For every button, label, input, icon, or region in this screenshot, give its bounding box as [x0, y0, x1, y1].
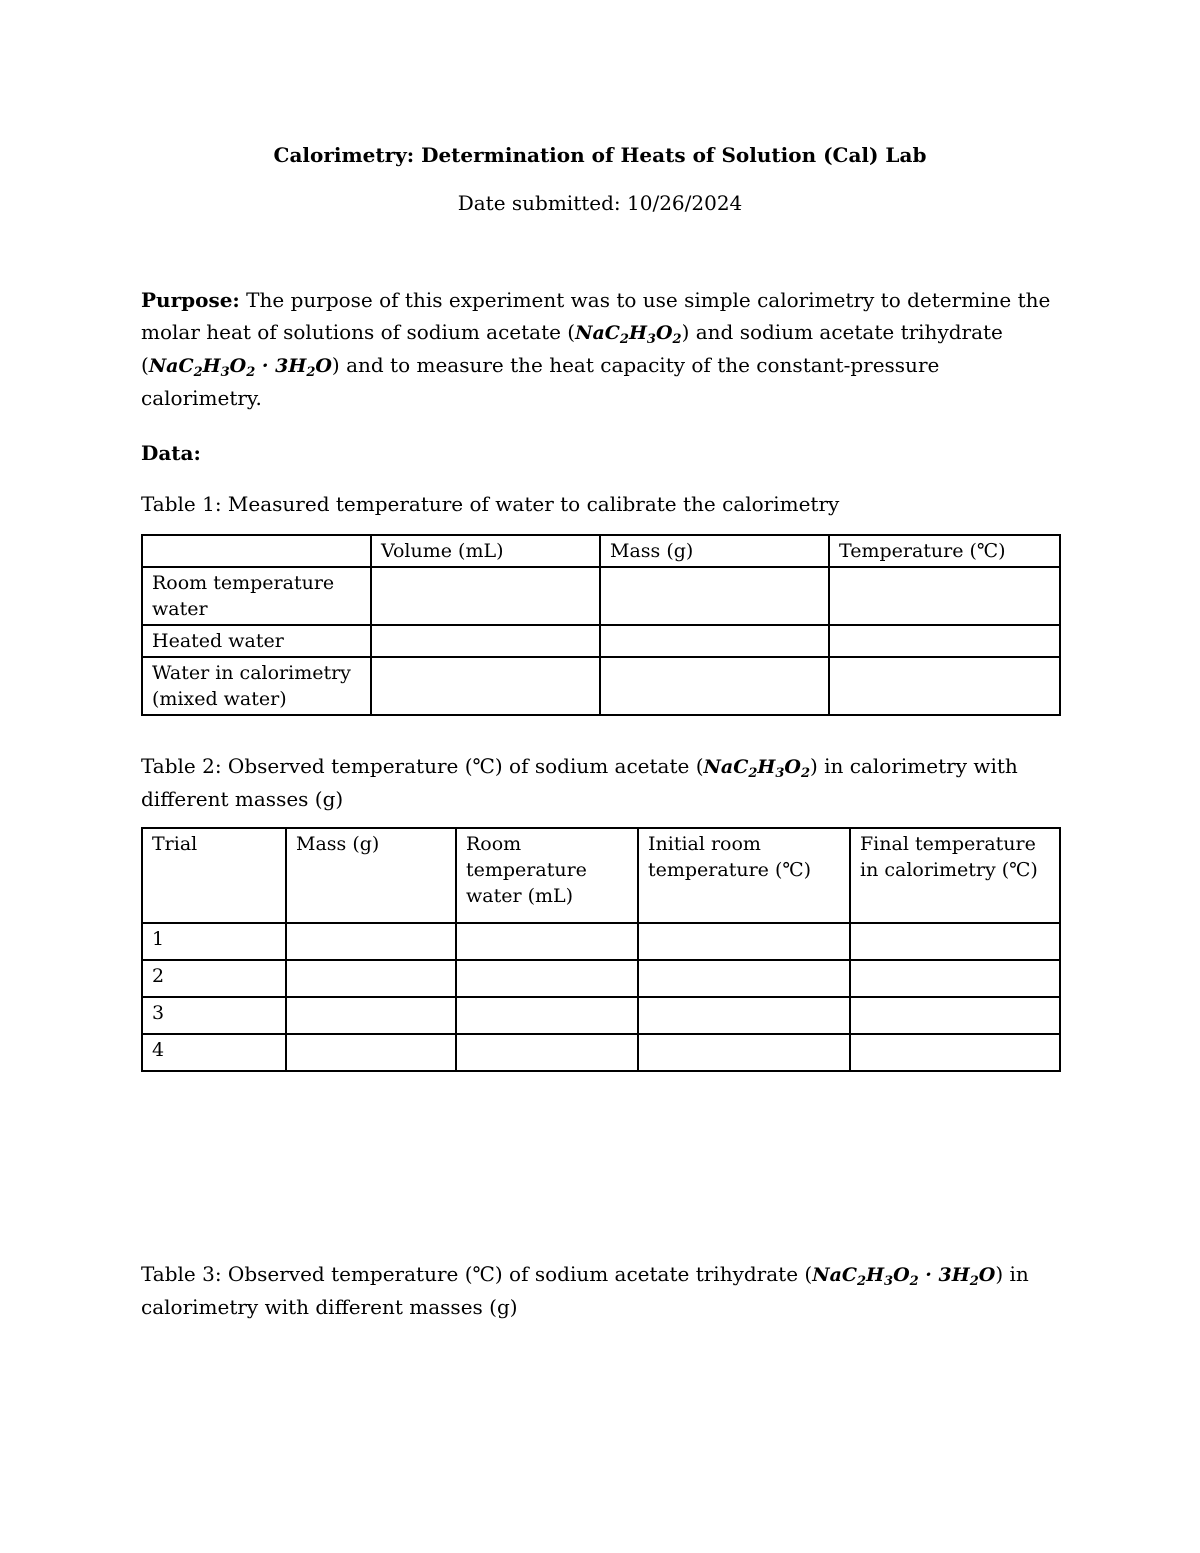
table1-empty-cell: [371, 657, 600, 715]
table1-header-cell: Temperature (℃): [829, 535, 1060, 567]
table-row: [142, 997, 1060, 1034]
table2-empty-cell: [850, 1034, 1060, 1071]
formula-sodium-acetate: $NaC_2H_3O_2$: [703, 756, 810, 781]
table2-empty-cell: [850, 997, 1060, 1034]
table2-empty-cell: [286, 1034, 456, 1071]
table3-caption-text-2: ) in calorimetry with different masses (g): [141, 1262, 1029, 1319]
formula-sodium-acetate: $NaC_2H_3O_2$: [575, 322, 682, 347]
table2-empty-cell: [286, 997, 456, 1034]
purpose-text-2: ) and sodium acetate trihydrate (: [141, 320, 1003, 377]
table2-empty-cell: [850, 960, 1060, 997]
table1-row-label: Water in calorimetry (mixed water): [142, 657, 371, 715]
table1-header-cell: Mass (g): [600, 535, 829, 567]
table2-empty-cell: [638, 960, 850, 997]
table2-empty-cell: [850, 923, 1060, 960]
formula-sodium-acetate-trihydrate: $NaC_2H_3O_2 \cdot 3H_2O$: [812, 1264, 996, 1289]
purpose-label: Purpose:: [141, 288, 240, 312]
table2-header-cell: Trial: [142, 828, 286, 923]
table2-trial-number: 3: [142, 997, 286, 1034]
table1-empty-cell: [829, 567, 1060, 625]
table2-empty-cell: [638, 1034, 850, 1071]
table-row: [142, 625, 1060, 657]
table1-empty-cell: [600, 567, 829, 625]
formula-sodium-acetate-trihydrate: $NaC_2H_3O_2 \cdot 3H_2O$: [148, 355, 332, 380]
table-row: [142, 960, 1060, 997]
table-row: [142, 923, 1060, 960]
document-title: Calorimetry: Determination of Heats of Solution (Cal) Lab: [273, 143, 927, 167]
table-row: [142, 1034, 1060, 1071]
table2-empty-cell: [286, 923, 456, 960]
table2: [141, 827, 1061, 1072]
table1-row-label: Heated water: [142, 625, 371, 657]
table2-trial-number: 4: [142, 1034, 286, 1071]
purpose-text-3: ) and to measure the heat capacity of the constant-pressure calorimetry.: [141, 353, 940, 410]
table2-empty-cell: [456, 1034, 638, 1071]
table1: [141, 534, 1061, 716]
table1-empty-cell: [829, 625, 1060, 657]
table1-header-cell: Volume (mL): [371, 535, 600, 567]
table2-header-cell: Initial room temperature (℃): [638, 828, 850, 923]
table1-caption: Table 1: Measured temperature of water to calibrate the calorimetry: [141, 492, 840, 516]
table2-empty-cell: [456, 923, 638, 960]
table1-empty-cell: [829, 657, 1060, 715]
table2-header-row: [142, 828, 1060, 923]
table2-caption-text-2: ) in calorimetry with different masses (g): [141, 754, 1018, 811]
purpose-text-1: The purpose of this experiment was to use simple calorimetry to determine the molar heat of solutions of sodium acetate (: [141, 288, 1051, 344]
table2-trial-number: 2: [142, 960, 286, 997]
table1-empty-cell: [371, 567, 600, 625]
table2-header-cell: Mass (g): [286, 828, 456, 923]
table2-empty-cell: [638, 997, 850, 1034]
table2-header-cell: Final temperature in calorimetry (℃): [850, 828, 1060, 923]
table1-empty-cell: [600, 657, 829, 715]
table3-caption-text-1: Table 3: Observed temperature (℃) of sodium acetate trihydrate (: [141, 1262, 813, 1286]
data-heading: Data:: [141, 441, 201, 465]
table1-header-cell: [142, 535, 371, 567]
date-submitted: Date submitted: 10/26/2024: [457, 191, 743, 215]
table1-header-row: [142, 535, 1060, 567]
table2-empty-cell: [638, 923, 850, 960]
purpose-paragraph: [141, 284, 1059, 414]
table1-empty-cell: [600, 625, 829, 657]
table1-empty-cell: [371, 625, 600, 657]
table-row: [142, 567, 1060, 625]
table2-caption: [141, 750, 1059, 815]
table2-caption-text-1: Table 2: Observed temperature (℃) of sodium acetate (: [141, 754, 704, 778]
table2-empty-cell: [456, 997, 638, 1034]
table2-empty-cell: [456, 960, 638, 997]
table-row: [142, 657, 1060, 715]
table1-row-label: Room temperature water: [142, 567, 371, 625]
table2-trial-number: 1: [142, 923, 286, 960]
table3-caption: [141, 1258, 1059, 1323]
table2-empty-cell: [286, 960, 456, 997]
table2-header-cell: Room temperature water (mL): [456, 828, 638, 923]
